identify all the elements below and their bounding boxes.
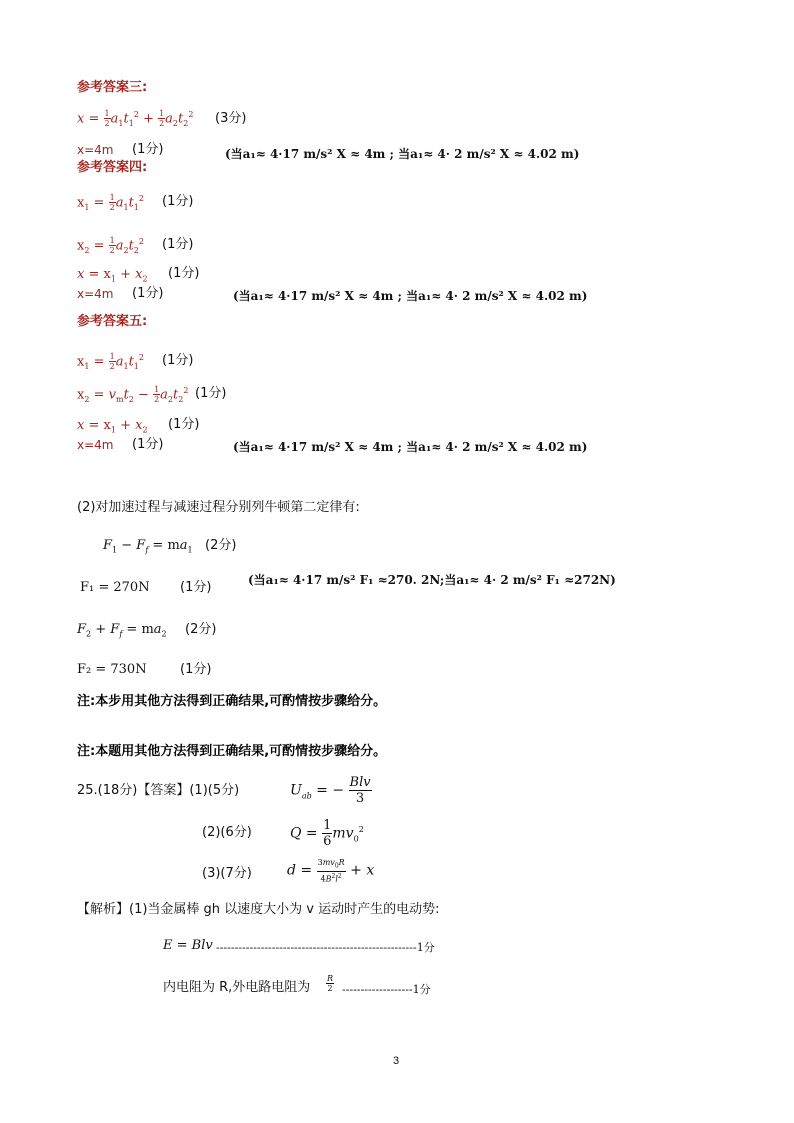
formula-q: Q = $\frac{1}{6}$ $mv_0^2$ bbox=[290, 818, 364, 849]
score-2: (2分) bbox=[185, 622, 217, 637]
emf-score: ------------------------------------------------------1分 bbox=[216, 941, 435, 954]
result-f2: F₂ = 730N bbox=[77, 662, 147, 677]
resistance-text: 内电阻为 R,外电路电阻为 bbox=[163, 980, 311, 995]
formula-x2-vm: $x_2 = v_mt_2$ − $\frac{1}{2}$ $a_2t_2^2$ bbox=[77, 385, 189, 405]
score-1: (1分) bbox=[132, 286, 164, 301]
approx-note: (当a₁≈ 4·17 m/s² X ≈ 4m ; 当a₁≈ 4· 2 m/s² X ≈ 4.02 m) bbox=[233, 440, 588, 454]
score-3: (3分) bbox=[215, 111, 247, 126]
score-1: (1分) bbox=[195, 386, 227, 401]
heading-answer-3: 参考答案三: bbox=[77, 80, 148, 95]
page-number: 3 bbox=[393, 1055, 400, 1067]
resist-score: -------------------1分 bbox=[342, 983, 431, 996]
formula-x1: $x_1$ = $\frac{1}{2}$ $a_1t_1^2$ bbox=[77, 193, 144, 213]
score-2: (2分) bbox=[205, 538, 237, 553]
formula-f1-eq: $F_1 - F_f = ma_1$ bbox=[103, 538, 193, 555]
formula-r-half: $\frac{R}{2}$ bbox=[327, 974, 334, 993]
score-1: (1分) bbox=[132, 142, 164, 157]
note-question: 注:本题用其他方法得到正确结果,可酌情按步骤给分。 bbox=[77, 744, 387, 759]
q25-part3-label: (3)(7分) bbox=[202, 866, 252, 881]
score-1: (1分) bbox=[162, 194, 194, 209]
approx-note: (当a₁≈ 4·17 m/s² X ≈ 4m ; 当a₁≈ 4· 2 m/s² X ≈ 4.02 m) bbox=[233, 289, 588, 303]
formula-x1: $x_1$ = $\frac{1}{2}$ $a_1t_1^2$ bbox=[77, 352, 144, 372]
result-x-4m: x=4m bbox=[77, 438, 114, 452]
formula-f2-eq: $F_2 + F_f = ma_2$ bbox=[77, 622, 167, 639]
formula-x-total: $x = x_1 + x_2$ bbox=[77, 267, 148, 284]
note-step: 注:本步用其他方法得到正确结果,可酌情按步骤给分。 bbox=[77, 694, 387, 709]
score-1: (1分) bbox=[168, 417, 200, 432]
result-x-4m: x=4m bbox=[77, 143, 114, 157]
formula-x-total: $x = x_1 + x_2$ bbox=[77, 418, 148, 435]
score-1: (1分) bbox=[162, 237, 194, 252]
formula-uab: $U_{ab}$ = − $\frac{\text{Blv}}{3}$ bbox=[290, 775, 371, 806]
q25-analysis: 【解析】(1)当金属棒 gh 以速度大小为 v 运动时产生的电动势: bbox=[77, 902, 440, 917]
score-1: (1分) bbox=[162, 353, 194, 368]
score-1: (1分) bbox=[180, 662, 212, 677]
result-x-4m: x=4m bbox=[77, 287, 114, 301]
formula-x2: $x_2$ = $\frac{1}{2}$ $a_2t_2^2$ bbox=[77, 236, 144, 256]
score-1: (1分) bbox=[168, 266, 200, 281]
result-f1: F₁ = 270N bbox=[80, 580, 150, 595]
formula-d: d = $\frac{3mv_0R}{4B^2l^2}$ + x bbox=[287, 858, 375, 884]
q25-part2-label: (2)(6分) bbox=[202, 825, 252, 840]
q25-answer-label: 25.(18分)【答案】(1)(5分) bbox=[77, 783, 240, 798]
formula-emf: E = Blv bbox=[163, 938, 213, 953]
approx-force-note: (当a₁≈ 4·17 m/s² F₁ ≈270. 2N;当a₁≈ 4· 2 m/s² F₁ ≈272N) bbox=[248, 573, 616, 587]
heading-answer-5: 参考答案五: bbox=[77, 314, 148, 329]
heading-answer-4: 参考答案四: bbox=[77, 160, 148, 175]
score-1: (1分) bbox=[180, 580, 212, 595]
score-1: (1分) bbox=[132, 437, 164, 452]
formula-x-sum: x = $\frac{1}{2}$ $a_1t_1^2$ + $\frac{1}{2}$ $a_2t_2^2$ bbox=[77, 109, 194, 129]
approx-note: (当a₁≈ 4·17 m/s² X ≈ 4m ; 当a₁≈ 4· 2 m/s² X ≈ 4.02 m) bbox=[225, 147, 580, 161]
part2-intro: (2)对加速过程与减速过程分别列牛顿第二定律有: bbox=[77, 500, 360, 515]
